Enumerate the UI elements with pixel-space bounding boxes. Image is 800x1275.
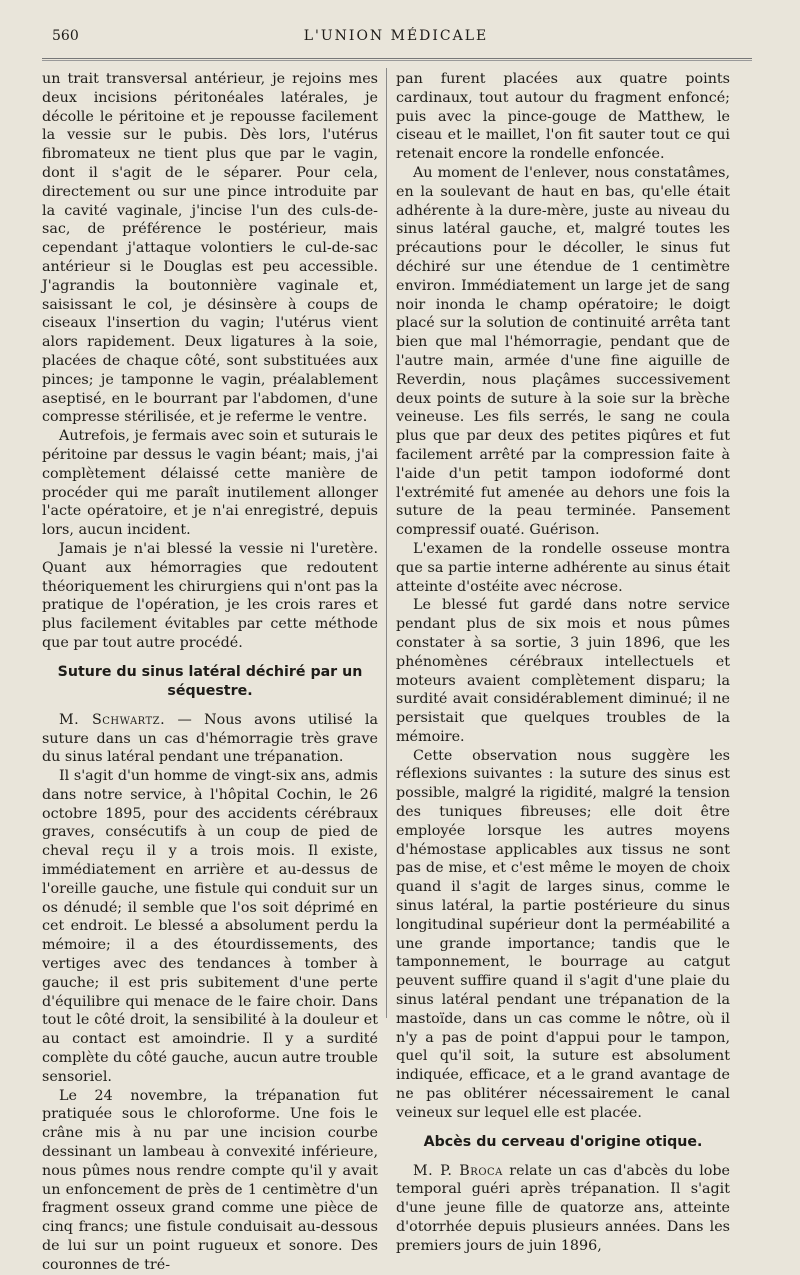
author-name: M. P. Broca	[413, 1162, 503, 1179]
paragraph	[42, 711, 378, 767]
section-heading: Abcès du cerveau d'origine otique.	[423, 1133, 703, 1150]
paragraph: Il s'agit d'un homme de vingt-six ans, admis dans notre service, à l'hôpital Cochin, le 26 octobre 1895, pour des accidents cérébraux graves, consécutifs à un coup de pied de cheval reçu il y a trois mois. Il existe, immédiatement en arrière et au-dessus de l'oreille gauche, une fistule qui conduit sur un os dénudé; il semble que l'os soit déprimé en cet endroit. Le blessé a absolument perdu la mémoire; il a des étourdissements, des vertiges avec des tendances à tomber à gauche; il est pris subitement d'une perte d'équilibre qui menace de le faire choir. Dans tout le côté droit, la sensibilité à la douleur et au contact est amoindrie. Il y a surdité complète du côté gauche, aucun autre trouble sensoriel.	[42, 768, 378, 1085]
paragraph: Jamais je n'ai blessé la vessie ni l'uretère. Quant aux hémorragies que redoutent théoriquement les chirurgiens qui n'ont pas la pratique de l'opération, je les crois rares et plus facilement évitables par cette méthode que par tout autre procédé.	[42, 540, 378, 651]
page-number: 560	[52, 28, 79, 44]
paragraph: L'examen de la rondelle osseuse montra que sa partie interne adhérente au sinus était atteinte d'ostéite avec nécrose.	[396, 540, 730, 595]
paragraph: Au moment de l'enlever, nous constatâmes, en la soulevant de haut en bas, qu'elle était adhérente à la dure-mère, juste au niveau du sinus latéral gauche, et, malgré toutes les précautions pour le décoller, le sinus fut déchiré sur une étendue de 1 centimètre environ. Immédiatement un large jet de sang noir inonda le champ opératoire; le doigt placé sur la solution de continuité arrêta tant bien que mal l'hémorragie, pendant que de l'autre main, armée d'une fine aiguille de Reverdin, nous plaçâmes successivement deux points de suture à la soie sur la brèche veineuse. Les fils serrés, le sang ne coula plus que par deux des petites piqûres et fut facilement arrêté par la compression faite à l'aide d'un petit tampon iodoformé dont l'extrémité fut amenée au dehors une fois la suture de la peau terminée. Pansement compressif ouaté. Guérison.	[396, 164, 730, 539]
right-column	[396, 70, 730, 1256]
header-rule-secondary	[42, 60, 752, 61]
column-divider	[386, 68, 387, 1018]
left-column	[42, 70, 378, 1275]
paragraph: Le blessé fut gardé dans notre service pendant plus de six mois et nous pûmes constater à sa sortie, 3 juin 1896, que les phénomènes cérébraux intellectuels et moteurs avaient complètement disparu; la surdité avait considérablement diminué; il ne persistait que quelques troubles de la mémoire.	[396, 597, 730, 745]
paragraph-text: relate un cas d'abcès du lobe temporal guéri après trépanation. Il s'agit d'une jeune fille de quatorze ans, atteinte d'otorrhée depuis plusieurs années. Dans les premiers jours de juin 1896,	[396, 1162, 730, 1254]
paragraph: pan furent placées aux quatre points cardinaux, tout autour du fragment enfoncé; puis avec la pince-gouge de Matthew, le ciseau et le maillet, l'on fit sauter tout ce qui retenait encore la rondelle enfoncée.	[396, 71, 730, 163]
running-header	[52, 28, 740, 50]
author-name: M. Schwartz.	[59, 711, 166, 728]
paragraph	[396, 1162, 730, 1256]
header-rule	[42, 58, 752, 59]
section-heading: Suture du sinus latéral déchiré par un séquestre.	[57, 663, 363, 699]
paragraph: Autrefois, je fermais avec soin et suturais le péritoine par dessus le vagin béant; mais, j'ai complètement délaissé cette manière de procéder qui me paraît inutilement allonger l'acte opératoire, et je n'ai enregistré, depuis lors, aucun incident.	[42, 428, 379, 539]
journal-title: L'UNION MÉDICALE	[303, 28, 489, 44]
paragraph: un trait transversal antérieur, je rejoins mes deux incisions péritonéales latérales, je décolle le péritoine et je repousse facilement la vessie sur le pubis. Dès lors, l'utérus fibromateux ne tient plus que par le vagin, dont il s'agit de le séparer. Pour cela, directement ou sur une pince introduite par la cavité vaginale, j'incise l'un des culs-de-sac, de préférence le postérieur, mais cependant j'attaque volontiers le cul-de-sac antérieur si le Douglas est peu accessible. J'agrandis la boutonnière vaginale et, saisissant le col, je désinsère à coups de ciseaux l'insertion du vagin; l'utérus vient alors rapidement. Deux ligatures à la soie, placées de chaque côté, sont substituées aux pinces; je tamponne le vagin, préalablement aseptisé, en le bourrant par l'abdomen, d'une compresse stérilisée, et je referme le ventre.	[42, 71, 378, 426]
paragraph: Cette observation nous suggère les réflexions suivantes : la suture des sinus est possible, malgré la rigidité, malgré la tension des tuniques fibreuses; elle doit être employée lorsque les autres moyens d'hémostase applicables aux tissus ne sont pas de mise, et c'est même le moyen de choix quand il s'agit de larges sinus, comme le sinus latéral, la partie postérieure du sinus longitudinal supérieur dont la perméabilité a une grande importance; tandis que le tamponnement, le bourrage au catgut peuvent suffire quand il s'agit d'une plaie du sinus latéral pendant une trépanation de la mastoïde, dans un cas comme le nôtre, où il n'y a pas de point d'appui pour le tampon, quel qu'il soit, la suture est absolument indiquée, efficace, et a le grand avantage de ne pas oblitérer nécessairement le canal veineux sur lequel elle est placée.	[396, 747, 730, 1121]
paragraph: Le 24 novembre, la trépanation fut pratiquée sous le chloroforme. Une fois le crâne mis à nu par une incision courbe dessinant un lambeau à convexité inférieure, nous pûmes nous rendre compte qu'il y avait un enfoncement de près de 1 centimètre d'un fragment osseux grand comme une pièce de cinq francs; une fistule conduisait au-dessous de lui sur un point rugueux et sonore. Des couronnes de tré-	[42, 1087, 378, 1273]
paragraph-text: — Nous avons utilisé la suture dans un cas d'hémorragie très grave du sinus latéral pendant une trépanation.	[42, 711, 379, 766]
